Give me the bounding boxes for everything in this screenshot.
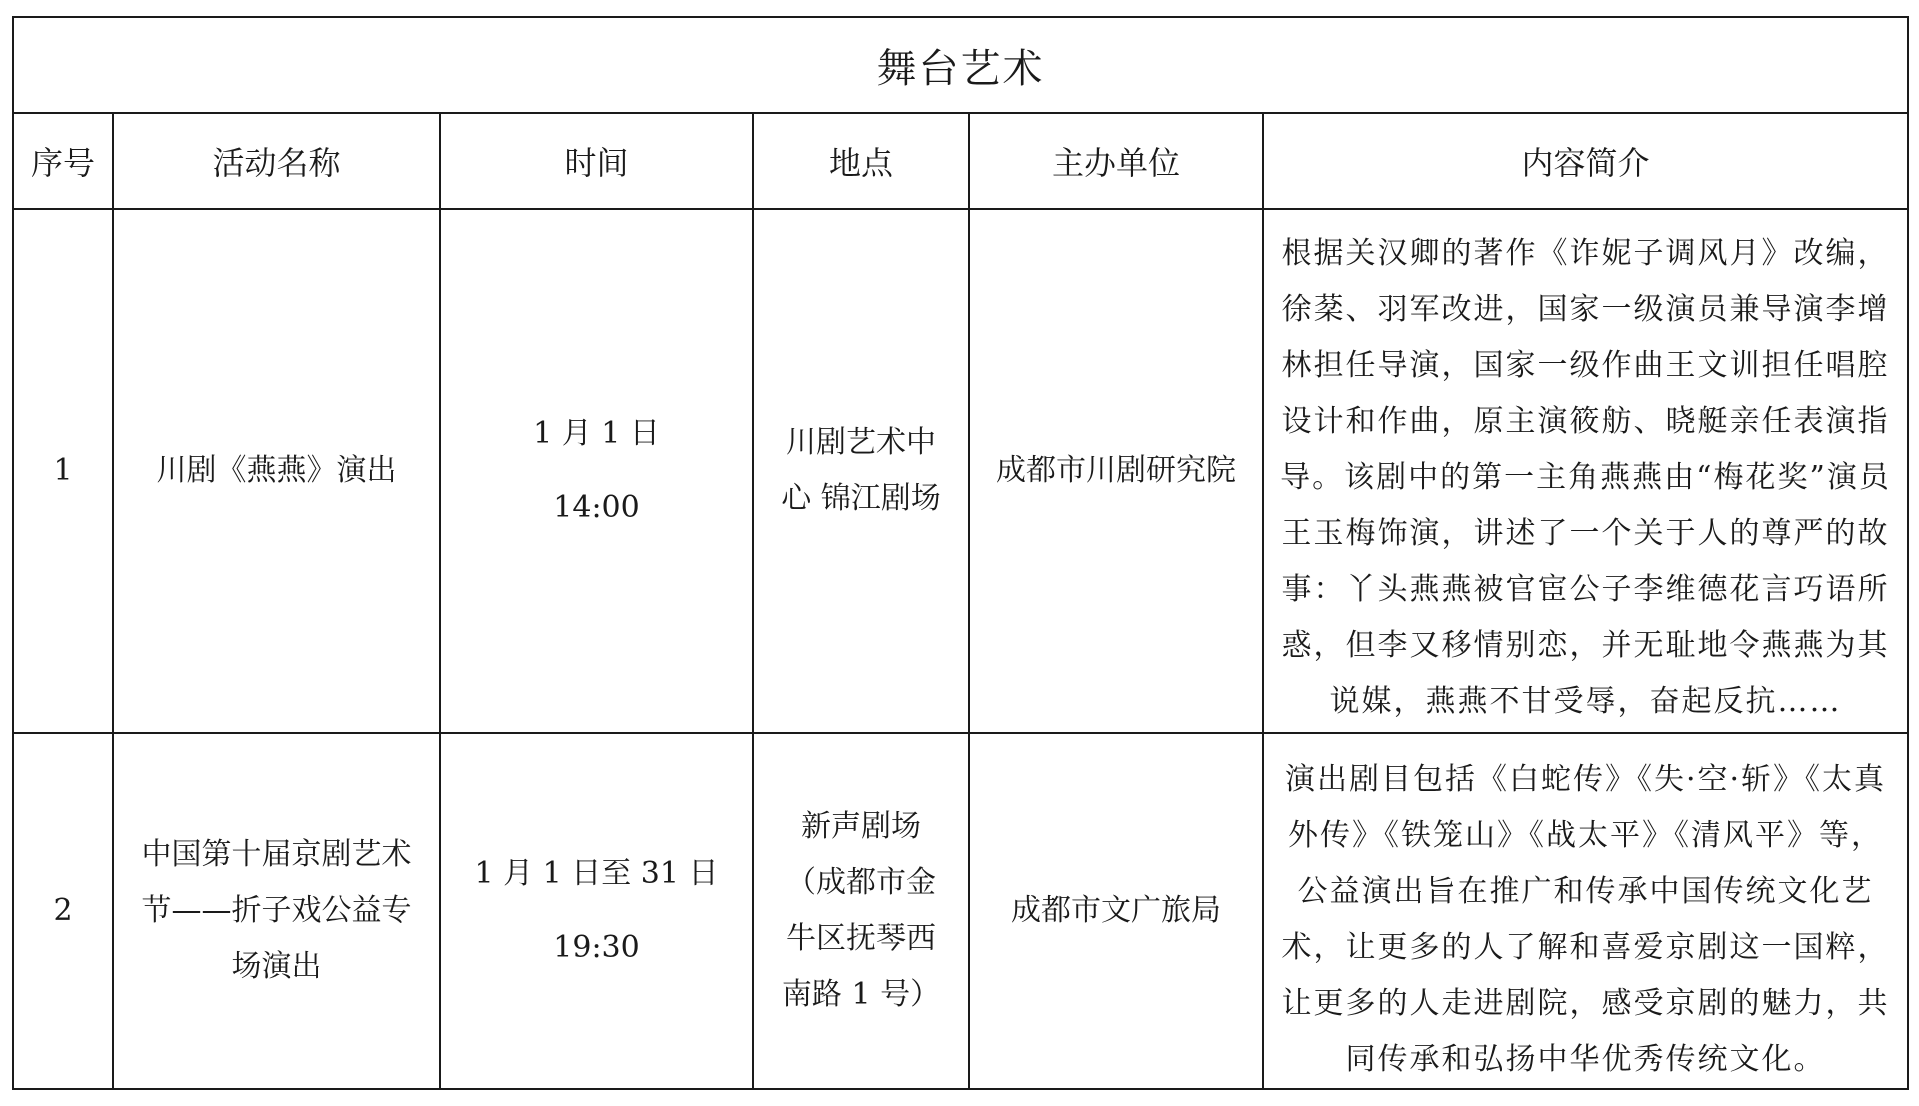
header-row — [13, 113, 1908, 209]
row-description — [1263, 733, 1908, 1089]
row-organizer — [969, 733, 1263, 1089]
header-description: 内容简介 — [1263, 113, 1908, 209]
description-text: 演出剧目包括《白蛇传》《失·空·斩》《太真外传》《铁笼山》《战太平》《清风平》等，公益演出旨在推广和传承中国传统文化艺术，让更多的人了解和喜爱京剧这一国粹，让更多的人走进剧院，感受京剧的魅力，共同传承和弘扬中华优秀传统文化。 — [1281, 762, 1890, 1077]
table-title: 舞台艺术 — [13, 17, 1908, 113]
row-activity-name — [113, 733, 440, 1089]
stage-arts-table — [12, 16, 1909, 1090]
organizer-text: 成都市川剧研究院 — [996, 453, 1236, 488]
table-row — [13, 733, 1908, 1089]
row-location — [753, 733, 969, 1089]
header-index: 序号 — [13, 113, 113, 209]
row-activity-name — [113, 209, 440, 733]
header-location: 地点 — [753, 113, 969, 209]
row-time — [440, 733, 753, 1089]
activity-name-text: 川剧《燕燕》演出 — [156, 453, 397, 488]
organizer-text: 成都市文广旅局 — [1011, 893, 1221, 928]
row-description — [1263, 209, 1908, 733]
table-row — [13, 209, 1908, 733]
activity-name-text: 中国第十届京剧艺术节——折子戏公益专场演出 — [141, 837, 412, 984]
row-date: 1 月 1 日至 31 日 — [474, 856, 719, 891]
location-text: 新声剧场（成都市金牛区抚琴西南路 1 号） — [781, 809, 941, 1012]
row-time — [440, 209, 753, 733]
row-index: 1 — [13, 209, 113, 733]
header-organizer: 主办单位 — [969, 113, 1263, 209]
header-time: 时间 — [440, 113, 753, 209]
row-index: 2 — [13, 733, 113, 1089]
row-organizer — [969, 209, 1263, 733]
description-text: 根据关汉卿的著作《诈妮子调风月》改编，徐棻、羽军改进，国家一级演员兼导演李增林担任导演，国家一级作曲王文训担任唱腔设计和作曲，原主演筱舫、晓艇亲任表演指导。该剧中的第一主角燕燕由“梅花奖”演员王玉梅饰演，讲述了一个关于人的尊严的故事：丫头燕燕被官宦公子李维德花言巧语所惑，但李又移情别恋，并无耻地令燕燕为其说媒，燕燕不甘受辱，奋起反抗…… — [1280, 236, 1891, 719]
header-name: 活动名称 — [113, 113, 440, 209]
row-clock: 14:00 — [553, 490, 640, 525]
table-title-row — [13, 17, 1908, 113]
row-clock: 19:30 — [553, 930, 640, 965]
row-date: 1 月 1 日 — [533, 416, 660, 451]
row-location — [753, 209, 969, 733]
location-text: 川剧艺术中心 锦江剧场 — [781, 425, 941, 516]
